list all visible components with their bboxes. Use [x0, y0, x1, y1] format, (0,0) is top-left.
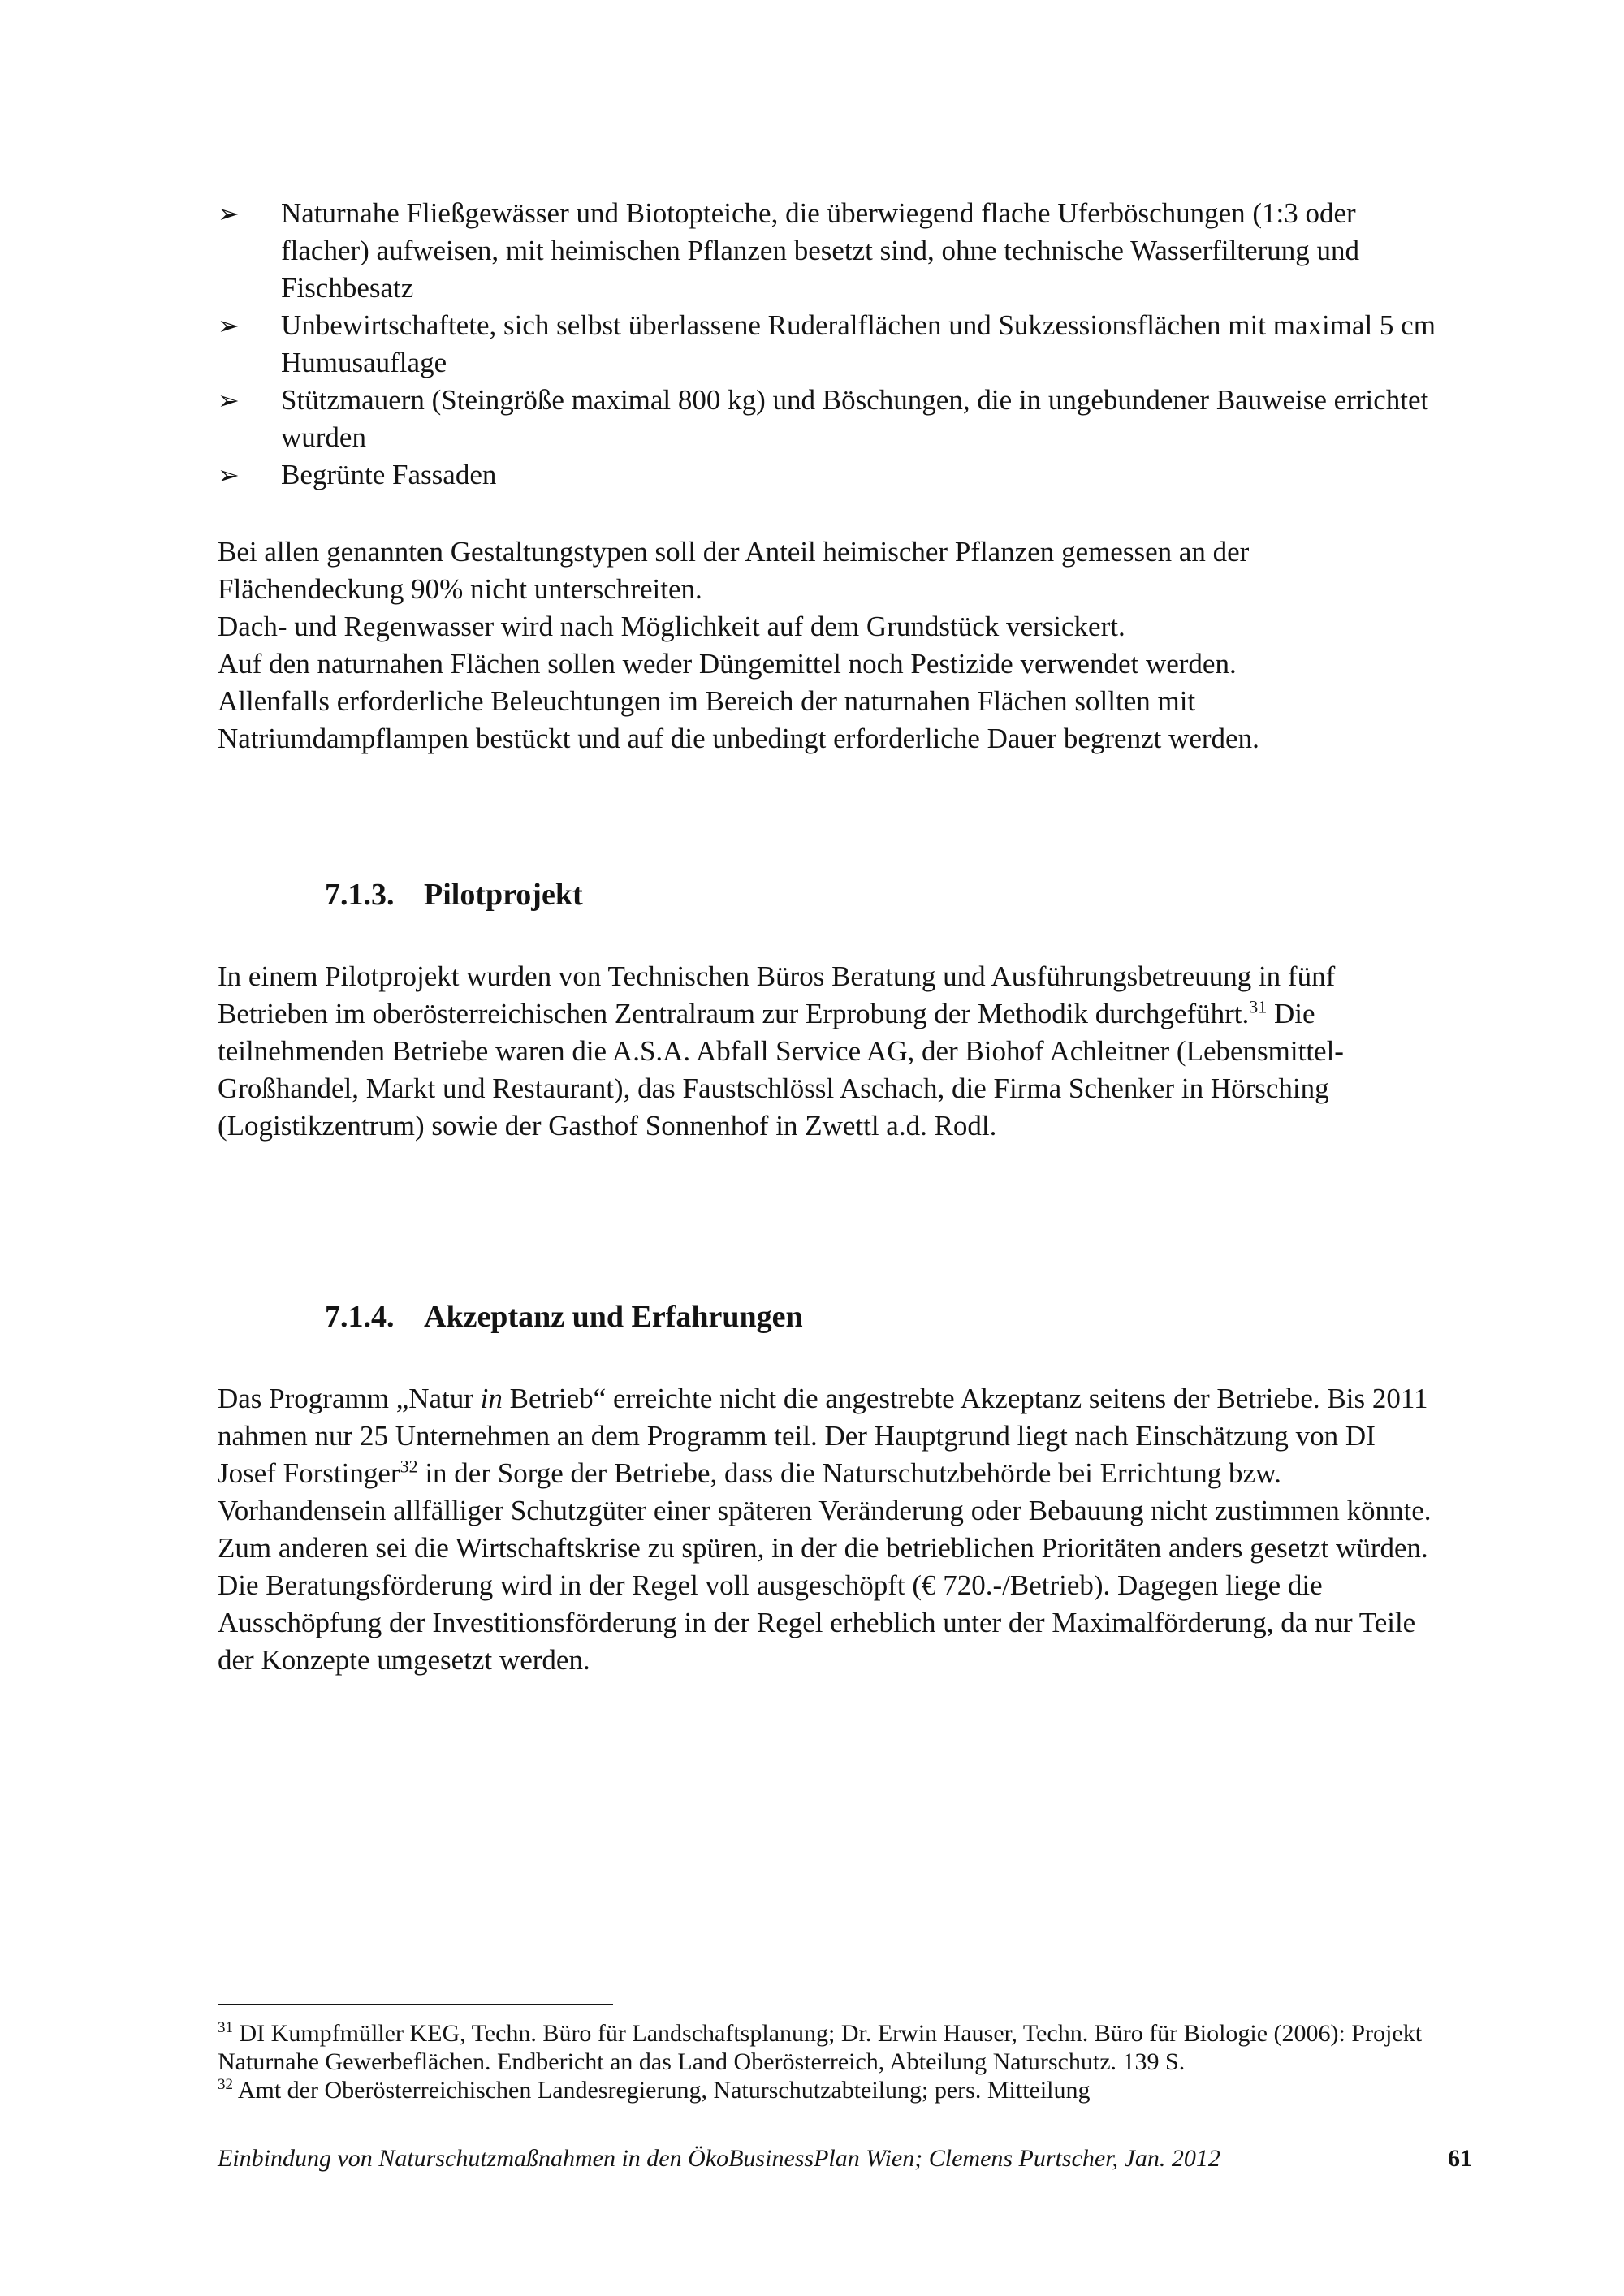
list-item	[218, 456, 1436, 494]
body-text: Betrieb“ erreichte nicht die angestrebte Akzeptanz seitens der Betriebe. Bis 2011 nahmen nur 25 Unternehmen an dem Programm teil. Der Hauptgrund liegt nach Einschätzung von DI Josef Forstinger	[218, 1383, 1428, 1489]
arrow-bullet-icon: ➢	[218, 311, 240, 340]
footnote-separator	[218, 2004, 613, 2005]
arrow-bullet-icon: ➢	[218, 199, 240, 228]
section-number: 7.1.4.	[325, 1300, 395, 1334]
footnote	[218, 2076, 1436, 2104]
body-text: In einem Pilotprojekt wurden von Technischen Büros Beratung und Ausführungsbetreuung in fünf Betrieben im oberösterreichischen Zentralraum zur Erprobung der Methodik durchgeführt.	[218, 960, 1336, 1029]
footnote-number: 32	[218, 2076, 233, 2093]
footer-text: Einbindung von Naturschutzmaßnahmen in den ÖkoBusinessPlan Wien; Clemens Purtscher, Jan. 2012	[218, 2145, 1220, 2172]
criteria-bullet-list	[218, 195, 1436, 494]
section-heading-7-1-4	[325, 1297, 803, 1336]
acceptance-paragraph	[218, 1380, 1436, 1679]
pilot-project-paragraph	[218, 958, 1436, 1145]
body-text: Die teilnehmenden Betriebe waren die A.S.A. Abfall Service AG, der Biohof Achleitner (Lebensmittel-Großhandel, Markt und Restaurant), das Faustschlössl Aschach, die Firma Schenker in Hörsching (Logistikzentrum) sowie der Gasthof Sonnenhof in Zwettl a.d. Rodl.	[218, 998, 1344, 1142]
arrow-bullet-icon: ➢	[218, 460, 240, 490]
arrow-bullet-icon: ➢	[218, 386, 240, 415]
footnote-text: Amt der Oberösterreichischen Landesregierung, Naturschutzabteilung; pers. Mitteilung	[233, 2077, 1091, 2104]
body-text: Das Programm „Natur	[218, 1383, 481, 1414]
footnote-number: 31	[218, 2019, 233, 2036]
list-item-text: Unbewirtschaftete, sich selbst überlassene Ruderalflächen und Sukzessionsflächen mit maximal 5 cm Humusauflage	[281, 309, 1436, 378]
body-text-line: Auf den naturnahen Flächen sollen weder Düngemittel noch Pestizide verwendet werden.	[218, 648, 1237, 680]
page-footer	[218, 2143, 1472, 2174]
footnote	[218, 2019, 1436, 2076]
list-item	[218, 307, 1436, 382]
section-number: 7.1.3.	[325, 878, 395, 912]
footnote-text: DI Kumpfmüller KEG, Techn. Büro für Landschaftsplanung; Dr. Erwin Hauser, Techn. Büro für Biologie (2006): Projekt Naturnahe Gewerbeflächen. Endbericht an das Land Oberösterreich, Abteilung Naturschutz. 139 S.	[218, 2020, 1423, 2075]
page-number: 61	[1448, 2145, 1472, 2172]
body-text-line: Dach- und Regenwasser wird nach Möglichkeit auf dem Grundstück versickert.	[218, 611, 1125, 642]
general-requirements-paragraph	[218, 533, 1436, 757]
list-item-text: Naturnahe Fließgewässer und Biotopteiche, die überwiegend flache Uferböschungen (1:3 oder flacher) aufweisen, mit heimischen Pflanzen besetzt sind, ohne technische Wasserfilterung und Fischbesatz	[281, 197, 1360, 304]
body-text-line: Allenfalls erforderliche Beleuchtungen im Bereich der naturnahen Flächen sollten mit Natriumdampflampen bestückt und auf die unbedingt erforderliche Dauer begrenzt werden.	[218, 685, 1259, 754]
body-text: in der Sorge der Betriebe, dass die Naturschutzbehörde bei Errichtung bzw. Vorhandensein allfälliger Schutzgüter einer späteren Veränderung oder Bebauung nicht zustimmen könnte. Zum anderen sei die Wirtschaftskrise zu spüren, in der die betrieblichen Prioritäten anders gesetzt würden. Die Beratungsförderung wird in der Regel voll ausgeschöpft (€ 720.-/Betrieb). Dagegen liege die Ausschöpfung der Investitionsförderung in der Regel erheblich unter der Maximalförderung, da nur Teile der Konzepte umgesetzt werden.	[218, 1457, 1432, 1676]
list-item	[218, 382, 1436, 456]
footnote-reference: 31	[1249, 996, 1268, 1017]
footnotes	[218, 2019, 1436, 2104]
list-item-text: Stützmauern (Steingröße maximal 800 kg) und Böschungen, die in ungebundener Bauweise errichtet wurden	[281, 384, 1429, 453]
footnote-reference: 32	[400, 1456, 418, 1477]
body-text-line: Bei allen genannten Gestaltungstypen soll der Anteil heimischer Pflanzen gemessen an der Flächendeckung 90% nicht unterschreiten.	[218, 536, 1250, 605]
section-heading-7-1-3	[325, 875, 583, 914]
list-item	[218, 195, 1436, 307]
list-item-text: Begrünte Fassaden	[281, 459, 497, 490]
section-title: Pilotprojekt	[424, 878, 583, 912]
section-title: Akzeptanz und Erfahrungen	[424, 1300, 803, 1334]
italic-text: in	[480, 1383, 503, 1414]
